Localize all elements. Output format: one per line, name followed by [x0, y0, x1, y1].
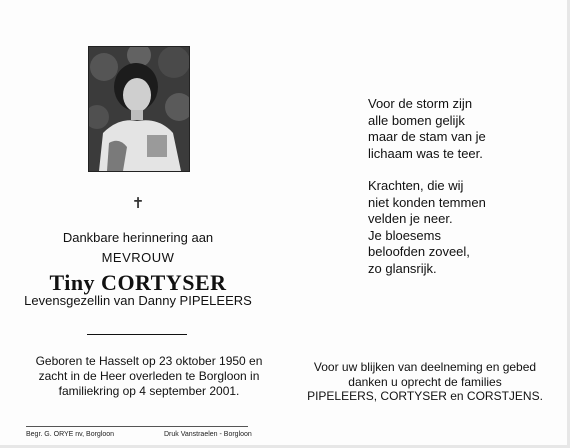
poem-line: alle bomen gelijk: [368, 112, 465, 128]
portrait-photo: [88, 46, 190, 172]
footer-divider: [26, 426, 248, 427]
birth-line: zacht in de Heer overleden te Borgloon in: [38, 369, 260, 383]
poem-line: zo glansrijk.: [368, 260, 437, 276]
poem-line: niet konden temmen: [368, 194, 486, 210]
printer-credit: Druk Vanstraelen - Borgloon: [164, 431, 252, 438]
intro-text: Dankbare herinnering aan: [62, 230, 214, 245]
poem-line: Voor de storm zijn: [368, 96, 473, 111]
thanks-line: Voor uw blijken van deelneming en gebed: [313, 360, 537, 374]
deceased-name: Tiny CORTYSER: [49, 270, 227, 295]
poem-line: Je bloesems: [368, 227, 441, 243]
thanks-text: [290, 360, 560, 404]
poem: [368, 96, 486, 277]
birth-death-text: [20, 354, 278, 399]
cross-icon: ✝: [131, 194, 145, 212]
poem-line: velden je neer.: [368, 211, 453, 226]
divider: [87, 334, 187, 335]
poem-line: beloofden zoveel,: [368, 244, 470, 259]
stanza-gap: [368, 162, 486, 178]
poem-line: Krachten, die wij: [368, 178, 464, 193]
honorific: MEVROUW: [101, 250, 175, 265]
birth-line: Geboren te Hasselt op 23 oktober 1950 en: [35, 354, 263, 368]
thanks-line: PIPELEERS, CORTYSER en CORSTJENS.: [307, 389, 543, 403]
undertaker-credit: Begr. G. ORYE nv, Borgloon: [26, 431, 115, 438]
birth-line: familiekring op 4 september 2001.: [58, 384, 240, 398]
thanks-line: danken u oprecht de families: [348, 374, 502, 389]
poem-line: lichaam was te teer.: [368, 145, 483, 161]
poem-line: maar de stam van je: [368, 129, 486, 144]
partner-line: Levensgezellin van Danny PIPELEERS: [24, 293, 252, 308]
